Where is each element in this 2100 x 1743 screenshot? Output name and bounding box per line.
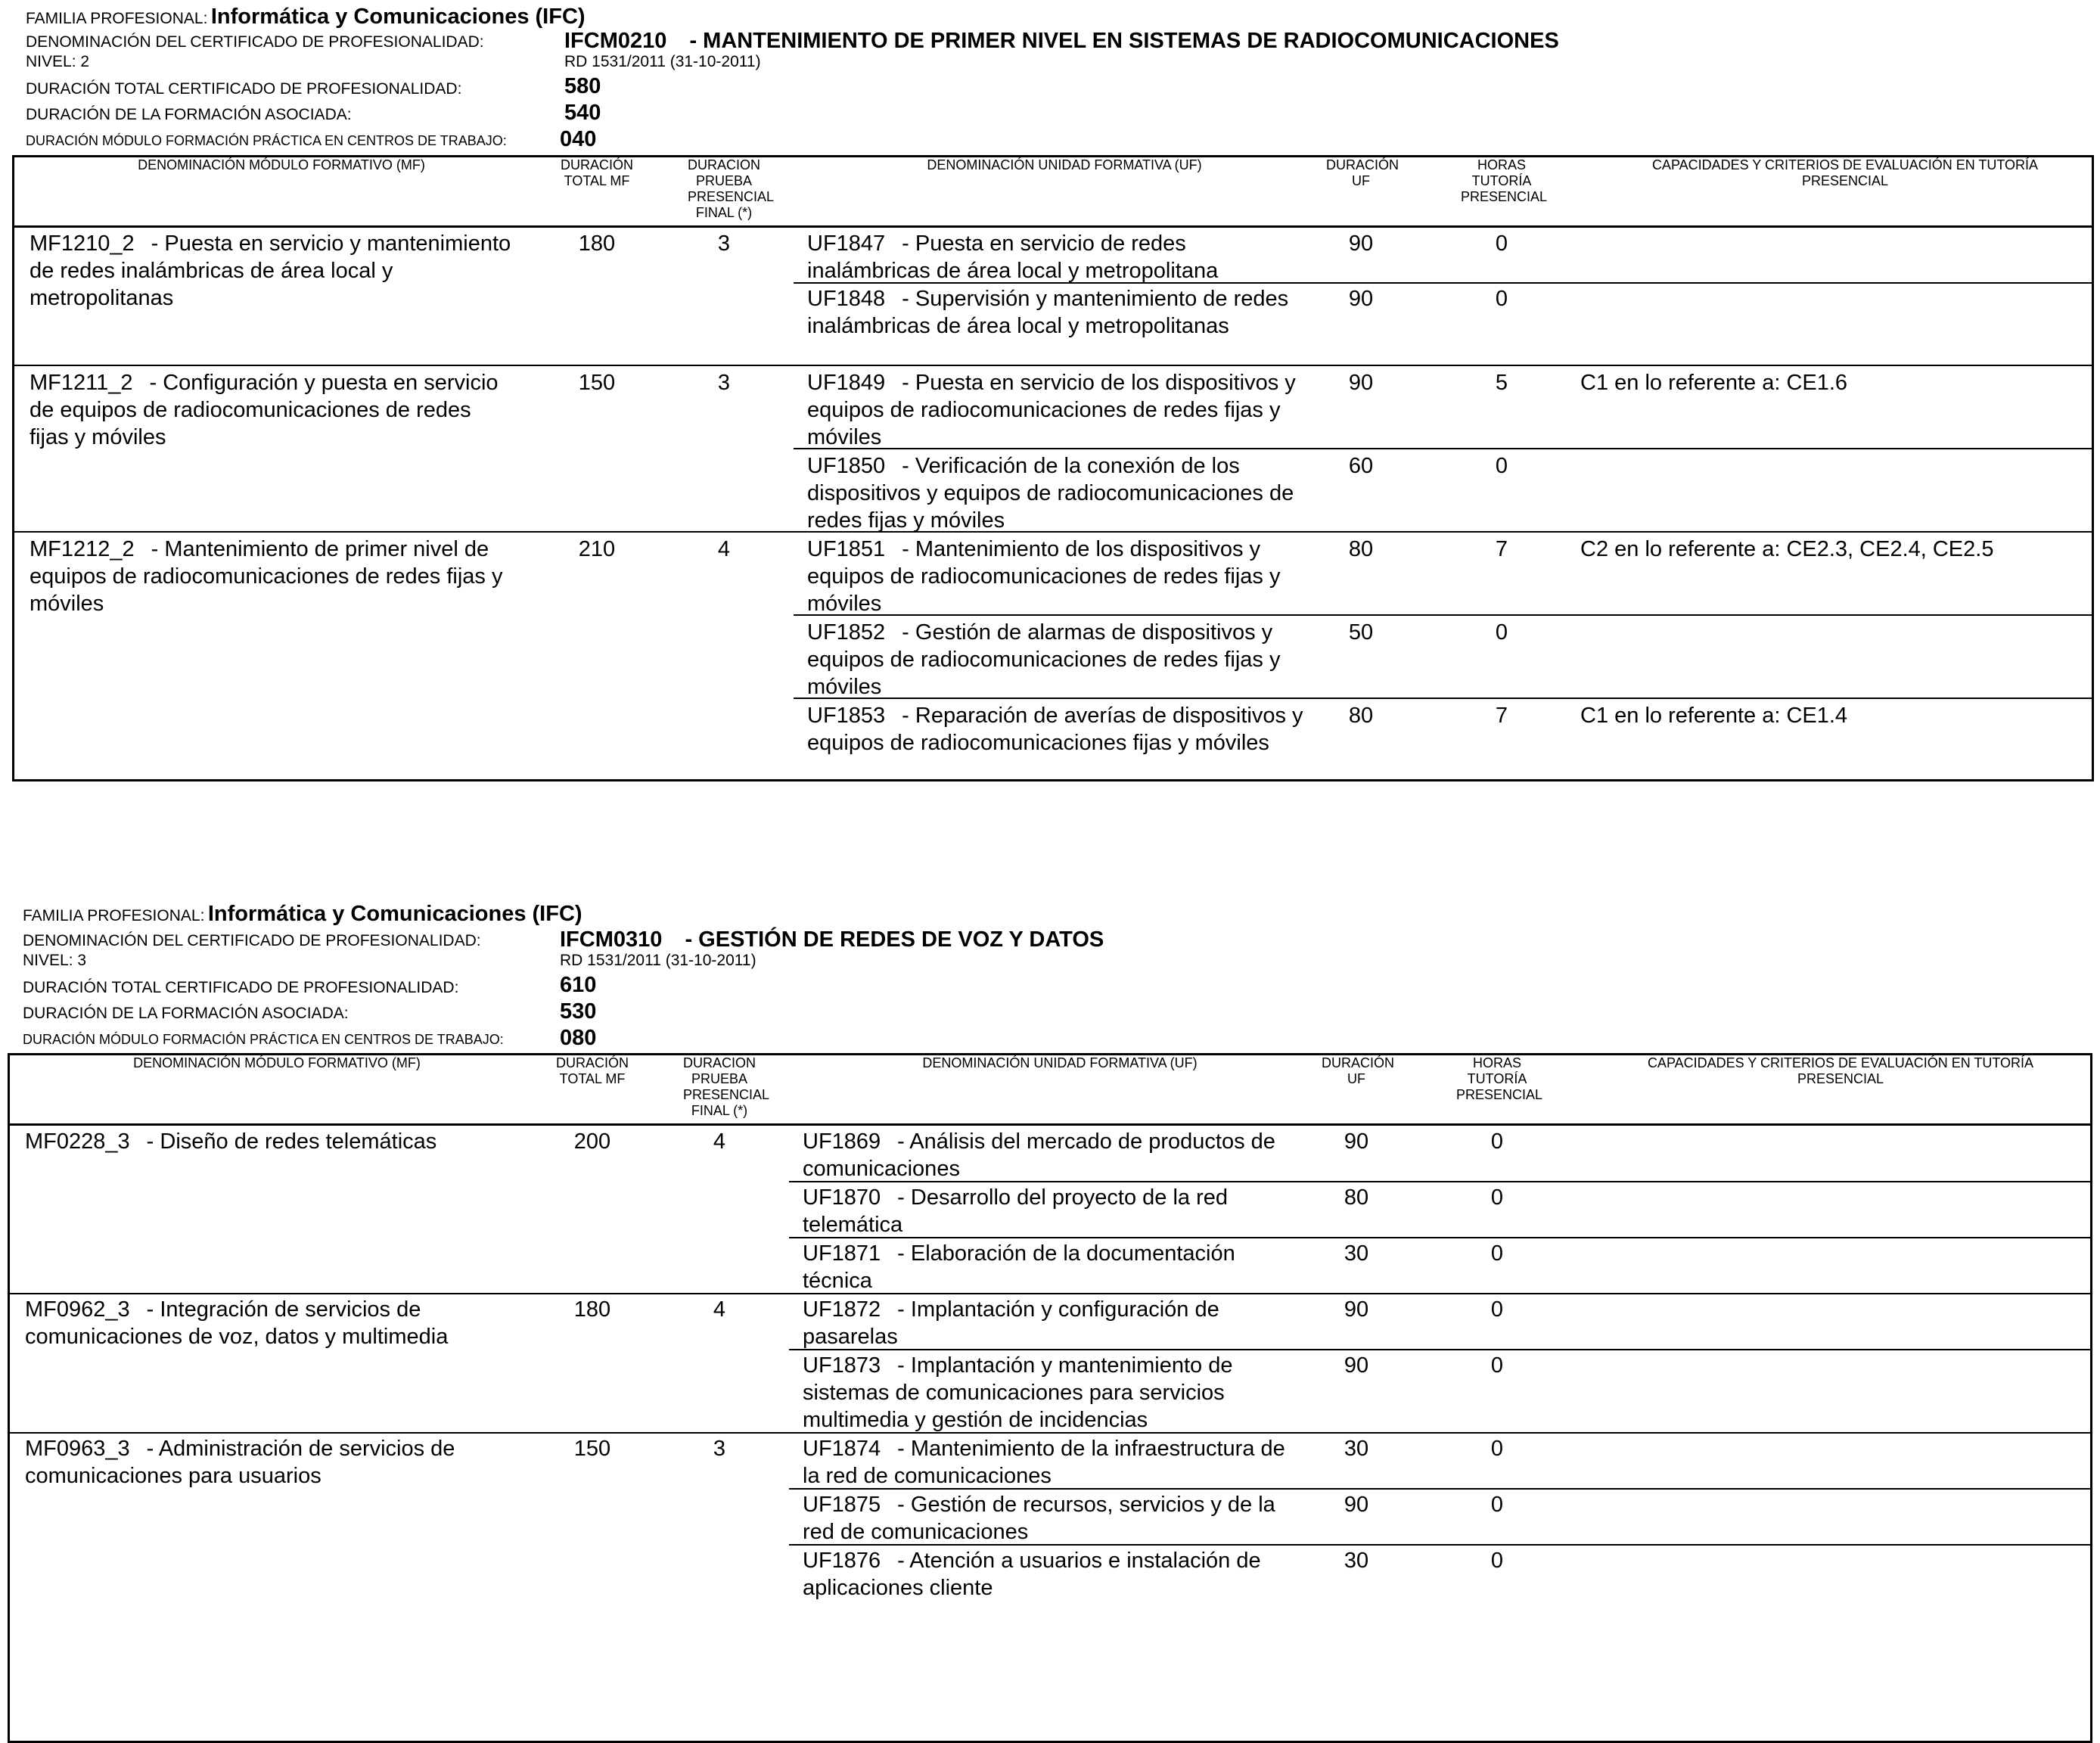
familia-label: FAMILIA PROFESIONAL: — [26, 10, 208, 27]
module-code: MF1210_2 — [30, 231, 135, 256]
uf-horas: 0 — [1490, 1297, 1504, 1322]
uf-horas: 0 — [1490, 1129, 1504, 1154]
uf-name — [807, 285, 1306, 340]
familia-line — [26, 5, 586, 30]
denominacion-label: DENOMINACIÓN DEL CERTIFICADO DE PROFESIONALIDAD: — [26, 33, 484, 51]
header-prueba: DURACION PRUEBA PRESENCIAL FINAL (*) — [683, 1055, 770, 1118]
uf-horas: 0 — [1490, 1353, 1504, 1378]
uf-duration: 90 — [1348, 231, 1374, 256]
row-divider — [794, 698, 2092, 699]
module-duration: 150 — [573, 1437, 611, 1461]
uf-title: - Mantenimiento de los dispositivos y equipos de radiocomunicaciones de redes fijas y móviles — [807, 537, 1281, 616]
duracion-total-value: 610 — [560, 973, 597, 997]
row-divider — [794, 614, 2092, 616]
duracion-formacion-label: DURACIÓN DE LA FORMACIÓN ASOCIADA: — [23, 1005, 349, 1022]
row-divider — [789, 1181, 2090, 1182]
module-code: MF1212_2 — [30, 537, 135, 561]
uf-title: - Implantación y mantenimiento de sistemas de comunicaciones para servicios multimedia y gestión de incidencias — [803, 1353, 1233, 1432]
header-prueba: DURACION PRUEBA PRESENCIAL FINAL (*) — [688, 157, 775, 220]
familia-value: Informática y Comunicaciones (IFC) — [210, 5, 586, 29]
uf-name — [803, 1547, 1302, 1602]
uf-name — [803, 1296, 1302, 1350]
row-divider — [789, 1349, 2090, 1350]
module-title: - Puesta en servicio y mantenimiento de redes inalámbricas de área local y metropolitanas — [30, 231, 511, 310]
uf-name — [807, 369, 1306, 451]
module-divider — [14, 531, 2092, 533]
uf-code: UF1851 — [807, 537, 886, 561]
module-prueba: 4 — [717, 537, 731, 561]
uf-duration: 90 — [1344, 1353, 1369, 1378]
uf-title: - Gestión de recursos, servicios y de la red de comunicaciones — [803, 1493, 1275, 1544]
uf-code: UF1873 — [803, 1353, 881, 1378]
header-dur-mf: DURACIÓN TOTAL MF — [555, 1055, 629, 1086]
module-prueba: 3 — [713, 1437, 726, 1461]
uf-criterios: C1 en lo referente a: CE1.6 — [1580, 371, 1848, 395]
uf-code: UF1875 — [803, 1493, 881, 1517]
header-dur-uf: DURACIÓN UF — [1322, 1055, 1395, 1086]
certificate-title — [564, 29, 1559, 54]
module-code: MF0962_3 — [25, 1297, 130, 1322]
uf-name — [807, 619, 1306, 701]
certificate-code: IFCM0210 — [564, 29, 667, 53]
certificate-title — [560, 927, 1104, 952]
header-uf: DENOMINACIÓN UNIDAD FORMATIVA (UF) — [922, 1055, 1198, 1070]
uf-duration: 30 — [1344, 1241, 1369, 1266]
duracion-practica-label: DURACIÓN MÓDULO FORMACIÓN PRÁCTICA EN CENTROS DE TRABAJO: — [26, 133, 507, 148]
uf-name — [807, 702, 1306, 757]
uf-duration: 80 — [1348, 704, 1374, 728]
duracion-practica-label: DURACIÓN MÓDULO FORMACIÓN PRÁCTICA EN CENTROS DE TRABAJO: — [23, 1032, 504, 1047]
module-duration: 210 — [578, 537, 616, 561]
uf-title: - Atención a usuarios e instalación de aplicaciones cliente — [803, 1549, 1261, 1600]
certificate-name: - MANTENIMIENTO DE PRIMER NIVEL EN SISTEMAS DE RADIOCOMUNICACIONES — [689, 29, 1559, 53]
duracion-practica-value: 080 — [560, 1026, 597, 1050]
uf-horas: 0 — [1490, 1549, 1504, 1573]
header-dur-mf: DURACIÓN TOTAL MF — [560, 157, 633, 188]
familia-value: Informática y Comunicaciones (IFC) — [207, 902, 582, 926]
module-name — [25, 1128, 509, 1155]
uf-horas: 0 — [1490, 1241, 1504, 1266]
uf-code: UF1847 — [807, 231, 886, 256]
uf-title: - Supervisión y mantenimiento de redes inalámbricas de área local y metropolitanas — [807, 287, 1289, 338]
uf-horas: 0 — [1495, 454, 1508, 478]
header-horas: HORAS TUTORÍA PRESENCIAL — [1461, 157, 1548, 204]
uf-horas: 0 — [1490, 1185, 1504, 1210]
uf-horas: 7 — [1495, 704, 1508, 728]
duracion-formacion-value: 540 — [564, 101, 601, 125]
uf-duration: 90 — [1344, 1493, 1369, 1517]
header-dur-uf: DURACIÓN UF — [1326, 157, 1399, 188]
uf-code: UF1852 — [807, 620, 886, 645]
uf-title: - Implantación y configuración de pasarelas — [803, 1297, 1219, 1349]
uf-title: - Verificación de la conexión de los dispositivos y equipos de radiocomunicaciones de redes fijas y móviles — [807, 454, 1294, 533]
header-divider — [14, 225, 2092, 228]
module-divider — [10, 1432, 2090, 1434]
uf-horas: 0 — [1495, 620, 1508, 645]
row-divider — [789, 1237, 2090, 1238]
uf-title: - Puesta en servicio de redes inalámbricas de área local y metropolitana — [807, 231, 1219, 283]
module-divider — [10, 1293, 2090, 1294]
uf-name — [807, 536, 1306, 617]
uf-duration: 90 — [1344, 1297, 1369, 1322]
uf-title: - Análisis del mercado de productos de comunicaciones — [803, 1129, 1275, 1181]
module-title: - Configuración y puesta en servicio de equipos de radiocomunicaciones de redes fijas y móviles — [30, 371, 499, 449]
header-divider — [10, 1123, 2090, 1126]
header-mf: DENOMINACIÓN MÓDULO FORMATIVO (MF) — [138, 157, 425, 172]
header-uf: DENOMINACIÓN UNIDAD FORMATIVA (UF) — [927, 157, 1202, 172]
module-code: MF1211_2 — [30, 371, 133, 395]
duracion-practica-value: 040 — [560, 127, 597, 151]
uf-code: UF1869 — [803, 1129, 881, 1154]
row-divider — [789, 1544, 2090, 1546]
uf-code: UF1872 — [803, 1297, 881, 1322]
uf-code: UF1848 — [807, 287, 886, 311]
module-divider — [14, 365, 2092, 366]
duracion-formacion-label: DURACIÓN DE LA FORMACIÓN ASOCIADA: — [26, 106, 352, 123]
uf-horas: 7 — [1495, 537, 1508, 561]
duracion-total-value: 580 — [564, 74, 601, 98]
uf-name — [803, 1128, 1302, 1182]
uf-code: UF1870 — [803, 1185, 881, 1210]
module-duration: 200 — [573, 1129, 611, 1154]
certificate-code: IFCM0310 — [560, 927, 663, 952]
header-criterios: CAPACIDADES Y CRITERIOS DE EVALUACIÓN EN TUTORÍA PRESENCIAL — [1647, 1055, 2034, 1086]
uf-duration: 90 — [1344, 1129, 1369, 1154]
uf-duration: 90 — [1348, 371, 1374, 395]
module-prueba: 3 — [717, 371, 731, 395]
uf-title: - Desarrollo del proyecto de la red telemática — [803, 1185, 1228, 1237]
uf-duration: 30 — [1344, 1437, 1369, 1461]
module-title: - Diseño de redes telemáticas — [146, 1129, 437, 1154]
uf-criterios: C1 en lo referente a: CE1.4 — [1580, 704, 1848, 728]
uf-title: - Puesta en servicio de los dispositivos y equipos de radiocomunicaciones de redes fijas y móviles — [807, 371, 1296, 449]
uf-name — [803, 1435, 1302, 1490]
uf-name — [803, 1184, 1302, 1238]
uf-duration: 80 — [1348, 537, 1374, 561]
module-name — [30, 536, 514, 617]
uf-name — [803, 1352, 1302, 1434]
row-divider — [789, 1488, 2090, 1490]
module-prueba: 4 — [713, 1297, 726, 1322]
duracion-formacion-value: 530 — [560, 999, 597, 1024]
header-horas: HORAS TUTORÍA PRESENCIAL — [1456, 1055, 1543, 1102]
module-title: - Administración de servicios de comunicaciones para usuarios — [25, 1437, 455, 1488]
rd-reference: RD 1531/2011 (31-10-2011) — [564, 53, 761, 70]
module-prueba: 4 — [713, 1129, 726, 1154]
nivel: NIVEL: 2 — [26, 53, 90, 70]
familia-line — [23, 902, 582, 927]
uf-name — [807, 452, 1306, 534]
modules-table — [8, 1053, 2092, 1743]
uf-name — [807, 230, 1306, 284]
uf-code: UF1849 — [807, 371, 886, 395]
module-duration: 180 — [573, 1297, 611, 1322]
uf-code: UF1853 — [807, 704, 886, 728]
uf-title: - Elaboración de la documentación técnica — [803, 1241, 1235, 1293]
module-duration: 180 — [578, 231, 616, 256]
uf-horas: 0 — [1495, 287, 1508, 311]
module-code: MF0963_3 — [25, 1437, 130, 1461]
uf-code: UF1871 — [803, 1241, 881, 1266]
header-criterios: CAPACIDADES Y CRITERIOS DE EVALUACIÓN EN TUTORÍA PRESENCIAL — [1651, 157, 2039, 188]
module-name — [30, 369, 514, 451]
uf-duration: 50 — [1348, 620, 1374, 645]
familia-label: FAMILIA PROFESIONAL: — [23, 907, 205, 924]
uf-horas: 5 — [1495, 371, 1508, 395]
uf-duration: 60 — [1348, 454, 1374, 478]
module-code: MF0228_3 — [25, 1129, 130, 1154]
modules-table — [12, 155, 2094, 781]
denominacion-label: DENOMINACIÓN DEL CERTIFICADO DE PROFESIONALIDAD: — [23, 932, 481, 949]
module-prueba: 3 — [717, 231, 731, 256]
uf-name — [803, 1240, 1302, 1294]
uf-code: UF1876 — [803, 1549, 881, 1573]
rd-reference: RD 1531/2011 (31-10-2011) — [560, 952, 756, 969]
uf-criterios: C2 en lo referente a: CE2.3, CE2.4, CE2.5 — [1580, 537, 1994, 561]
uf-title: - Reparación de averías de dispositivos y equipos de radiocomunicaciones fijas y móviles — [807, 704, 1303, 755]
uf-name — [803, 1491, 1302, 1546]
module-name — [25, 1435, 509, 1490]
uf-title: - Gestión de alarmas de dispositivos y equipos de radiocomunicaciones de redes fijas y móviles — [807, 620, 1281, 699]
uf-horas: 0 — [1490, 1437, 1504, 1461]
row-divider — [794, 448, 2092, 449]
duracion-total-label: DURACIÓN TOTAL CERTIFICADO DE PROFESIONALIDAD: — [26, 80, 462, 98]
uf-duration: 30 — [1344, 1549, 1369, 1573]
uf-title: - Mantenimiento de la infraestructura de la red de comunicaciones — [803, 1437, 1285, 1488]
row-divider — [794, 282, 2092, 284]
module-title: - Integración de servicios de comunicaciones de voz, datos y multimedia — [25, 1297, 449, 1349]
uf-code: UF1874 — [803, 1437, 881, 1461]
uf-code: UF1850 — [807, 454, 886, 478]
module-name — [25, 1296, 509, 1350]
module-title: - Mantenimiento de primer nivel de equipos de radiocomunicaciones de redes fijas y móviles — [30, 537, 503, 616]
header-mf: DENOMINACIÓN MÓDULO FORMATIVO (MF) — [133, 1055, 421, 1070]
module-name — [30, 230, 514, 312]
uf-duration: 80 — [1344, 1185, 1369, 1210]
duracion-total-label: DURACIÓN TOTAL CERTIFICADO DE PROFESIONALIDAD: — [23, 979, 459, 996]
uf-horas: 0 — [1490, 1493, 1504, 1517]
certificate-name: - GESTIÓN DE REDES DE VOZ Y DATOS — [685, 927, 1104, 952]
uf-duration: 90 — [1348, 287, 1374, 311]
module-duration: 150 — [578, 371, 616, 395]
uf-horas: 0 — [1495, 231, 1508, 256]
nivel: NIVEL: 3 — [23, 952, 87, 969]
